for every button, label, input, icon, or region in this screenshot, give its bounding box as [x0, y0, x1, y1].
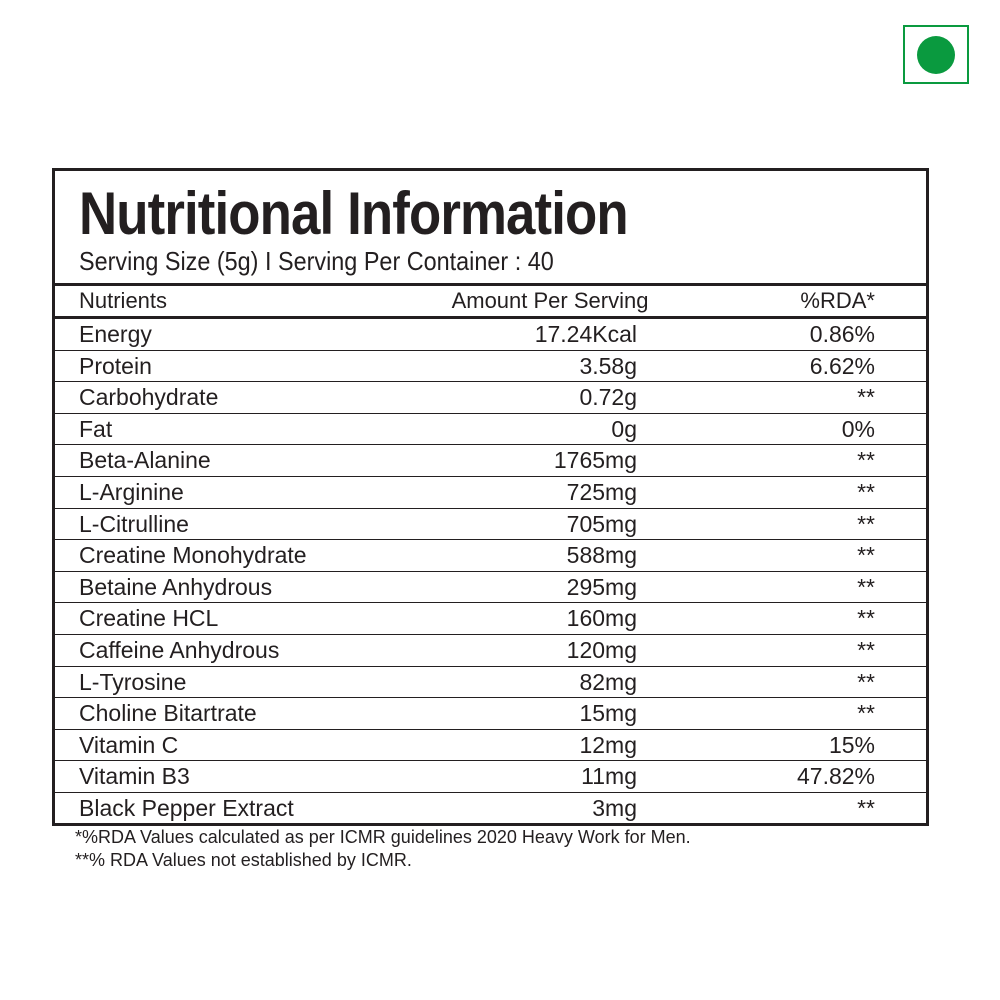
- nutrient-amount: 3.58g: [579, 352, 637, 379]
- table-row: [55, 477, 926, 509]
- nutrient-table: [55, 319, 926, 825]
- nutrient-amount: 0g: [611, 415, 637, 442]
- nutrient-amount: 705mg: [566, 510, 637, 537]
- footnotes: [75, 826, 691, 872]
- nutrient-rda: 15%: [828, 731, 875, 758]
- nutrient-name: L-Tyrosine: [79, 668, 187, 695]
- serving-info: Serving Size (5g) I Serving Per Container : 40: [79, 246, 554, 276]
- nutrient-rda: **: [857, 478, 875, 505]
- nutrient-name: L-Arginine: [79, 478, 184, 505]
- nutrient-name: Caffeine Anhydrous: [79, 636, 280, 663]
- nutrient-amount: 12mg: [579, 731, 637, 758]
- table-row: [55, 445, 926, 477]
- nutrient-rda: **: [857, 447, 875, 474]
- table-row: [55, 319, 926, 351]
- nutrient-name: Black Pepper Extract: [79, 794, 294, 821]
- table-row: [55, 667, 926, 699]
- nutrient-amount: 725mg: [566, 478, 637, 505]
- nutrient-rda: **: [857, 605, 875, 632]
- nutrient-name: Protein: [79, 352, 152, 379]
- nutrient-name: Carbohydrate: [79, 384, 219, 411]
- nutrient-amount: 17.24Kcal: [534, 321, 637, 347]
- table-row: [55, 761, 926, 793]
- nutrient-rda: **: [857, 700, 875, 727]
- nutrient-rda: **: [857, 794, 875, 821]
- nutrient-name: Creatine Monohydrate: [79, 542, 307, 569]
- table-row: [55, 509, 926, 541]
- nutrient-amount: 160mg: [566, 605, 637, 632]
- table-row: [55, 730, 926, 762]
- nutrient-name: Fat: [79, 415, 113, 442]
- table-row: [55, 351, 926, 383]
- nutrient-rda: **: [857, 542, 875, 569]
- table-row: [55, 698, 926, 730]
- nutrient-rda: **: [857, 384, 875, 411]
- vegetarian-dot: [917, 36, 955, 74]
- nutrient-name: L-Citrulline: [79, 510, 189, 537]
- nutrient-amount: 15mg: [579, 700, 637, 727]
- nutrient-amount: 120mg: [566, 636, 637, 663]
- nutrient-rda: 0%: [841, 415, 875, 442]
- nutrient-amount: 11mg: [581, 763, 637, 790]
- table-row: [55, 414, 926, 446]
- nutrient-amount: 1765mg: [553, 447, 637, 474]
- nutrient-rda: **: [857, 510, 875, 537]
- nutrient-name: Vitamin B3: [79, 763, 190, 790]
- nutrient-name: Creatine HCL: [79, 605, 219, 632]
- table-row: [55, 603, 926, 635]
- footnote-rda-basis: *%RDA Values calculated as per ICMR guidelines 2020 Heavy Work for Men.: [75, 827, 691, 847]
- nutrition-panel: [52, 168, 929, 826]
- nutrient-name: Choline Bitartrate: [79, 700, 257, 727]
- nutrient-name: Energy: [79, 321, 152, 347]
- nutrient-amount: 82mg: [579, 668, 637, 695]
- column-header-amount: Amount Per Serving: [451, 288, 649, 313]
- table-row: [55, 635, 926, 667]
- table-row: [55, 540, 926, 572]
- column-header-rda: %RDA*: [800, 288, 875, 313]
- nutrient-rda: **: [857, 636, 875, 663]
- nutrient-rda: **: [857, 668, 875, 695]
- nutrient-rda: 0.86%: [809, 321, 875, 347]
- nutrient-name: Vitamin C: [79, 731, 179, 758]
- vegetarian-mark-icon: [903, 25, 969, 84]
- table-row: [55, 572, 926, 604]
- nutrient-name: Beta-Alanine: [79, 447, 211, 474]
- nutrient-rda: 47.82%: [796, 763, 875, 790]
- nutrient-amount: 3mg: [592, 794, 637, 821]
- footnote-rda-not-established: **% RDA Values not established by ICMR.: [75, 850, 412, 870]
- table-row: [55, 793, 926, 825]
- nutrient-rda: **: [857, 573, 875, 600]
- column-header-nutrients: Nutrients: [79, 288, 168, 313]
- nutrient-amount: 0.72g: [579, 384, 637, 411]
- nutrient-name: Betaine Anhydrous: [79, 573, 273, 600]
- nutrient-rda: 6.62%: [809, 352, 875, 379]
- nutrient-amount: 588mg: [566, 542, 637, 569]
- table-row: [55, 382, 926, 414]
- panel-title: Nutritional Information: [79, 180, 628, 247]
- nutrient-amount: 295mg: [566, 573, 637, 600]
